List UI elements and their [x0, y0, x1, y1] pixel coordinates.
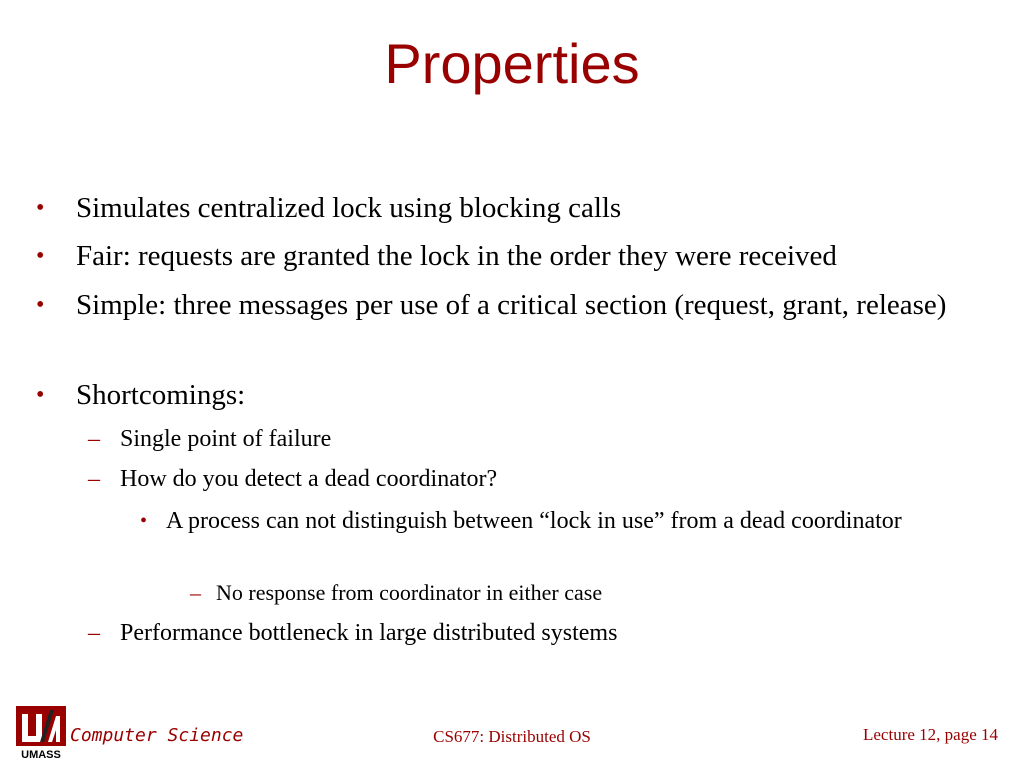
sub-bullet-text: Performance bottleneck in large distributed systems — [120, 620, 618, 646]
level4-bullet-item — [190, 578, 950, 608]
sub-bullet-item — [88, 423, 988, 455]
bullet-text: Fair: requests are granted the lock in the order they were received — [76, 240, 837, 272]
logo-text: UMASS — [21, 749, 61, 760]
bullet-item — [36, 375, 996, 415]
footer-department: Computer Science — [70, 725, 244, 746]
dash-marker: – — [190, 580, 201, 605]
bullet-item — [36, 236, 996, 276]
bullet-item — [36, 188, 996, 228]
bullet-marker: • — [36, 382, 45, 408]
dash-marker: – — [88, 466, 100, 492]
bullet-marker: • — [36, 243, 45, 269]
footer-page-number: Lecture 12, page 14 — [863, 725, 998, 744]
bullet-text: Simulates centralized lock using blocking calls — [76, 192, 622, 224]
bullet-marker: • — [36, 195, 45, 221]
bullet-marker: • — [140, 510, 148, 532]
bullet-marker: • — [36, 292, 45, 318]
slide-title: Properties — [384, 32, 640, 95]
footer-course: CS677: Distributed OS — [433, 727, 591, 746]
sub-bullet-item — [88, 617, 988, 649]
sub-sub-bullet-item — [140, 504, 940, 538]
bullet-item — [36, 285, 996, 325]
sub-sub-bullet-text: A process can not distinguish between “lock in use” from a dead coordinator — [166, 508, 902, 534]
sub-bullet-text: How do you detect a dead coordinator? — [120, 466, 498, 492]
sub-bullet-text: Single point of failure — [120, 426, 332, 452]
level4-bullet-text: No response from coordinator in either case — [216, 580, 603, 605]
dash-marker: – — [88, 426, 100, 452]
bullet-text: Shortcomings: — [76, 379, 246, 411]
dash-marker: – — [88, 620, 100, 646]
sub-bullet-item — [88, 463, 988, 495]
bullet-text: Simple: three messages per use of a critical section (request, grant, release) — [76, 289, 947, 321]
